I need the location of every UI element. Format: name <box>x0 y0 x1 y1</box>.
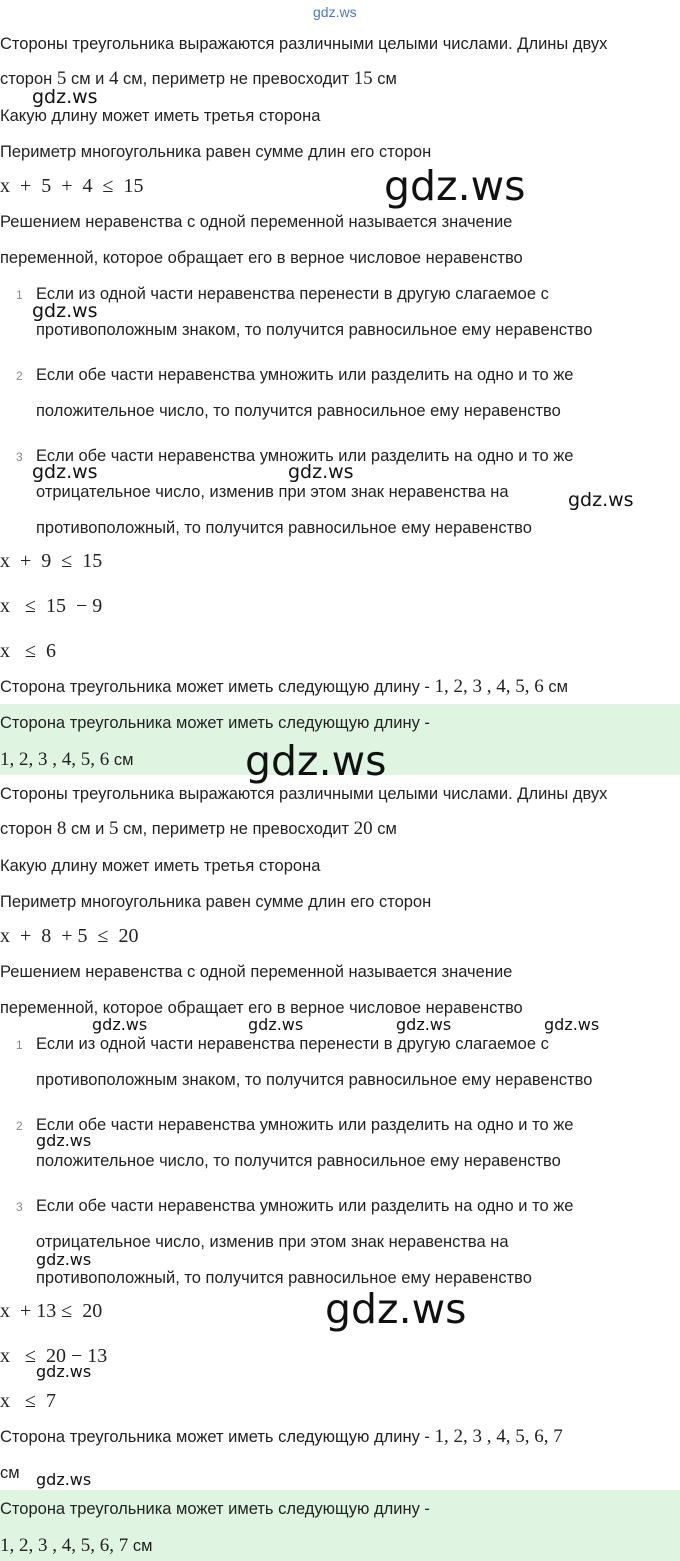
definition-line-1: Решением неравенства с одной переменной называется значение <box>0 963 513 981</box>
rule-3-line-3: противоположный, то получится равносильное ему неравенство <box>36 1269 532 1287</box>
question-line: Какую длину может иметь третья сторона <box>0 107 321 125</box>
inequality-4: x ≤ 7 <box>0 1390 56 1412</box>
rule-number-3: 3 <box>16 450 23 464</box>
rule-1-line-1: Если из одной части неравенства перенести в другую слагаемое с <box>36 285 549 303</box>
rule-1-line-2: противоположным знаком, то получится равносильное ему неравенство <box>36 321 593 339</box>
inequality-2: x + 9 ≤ 15 <box>0 550 103 572</box>
answer-values: 1, 2, 3 , 4, 5, 6, 7 <box>434 1426 563 1447</box>
watermark: gdz.ws <box>325 1285 467 1333</box>
side-value-2: 5 <box>108 818 119 839</box>
definition-line-2: переменной, которое обращает его в верное числовое неравенство <box>0 999 523 1017</box>
perimeter-rule: Периметр многоугольника равен сумме длин его сторон <box>0 893 432 911</box>
definition-line-1: Решением неравенства с одной переменной называется значение <box>0 213 513 231</box>
problem-statement-line-2: сторон 5 см и 4 см, периметр не превосходит 15 см <box>0 68 397 89</box>
watermark: gdz.ws <box>32 461 98 483</box>
watermark: gdz.ws <box>248 1015 304 1034</box>
watermark: gdz.ws <box>384 162 526 210</box>
perimeter-limit: 15 <box>353 68 373 89</box>
answer-box-values: 1, 2, 3 , 4, 5, 6, 7 см <box>0 1535 153 1556</box>
question-line: Какую длину может иметь третья сторона <box>0 857 321 875</box>
perimeter-limit: 20 <box>353 818 373 839</box>
rule-2-line-1: Если обе части неравенства умножить или разделить на одно и то же <box>36 1116 574 1134</box>
rule-number-1: 1 <box>16 288 23 302</box>
rule-3-line-3: противоположный, то получится равносильное ему неравенство <box>36 519 532 537</box>
inequality-1: x + 8 + 5 ≤ 20 <box>0 925 139 947</box>
watermark: gdz.ws <box>36 1362 92 1381</box>
inequality-1: x + 5 + 4 ≤ 15 <box>0 175 144 197</box>
watermark: gdz.ws <box>36 1250 92 1269</box>
inequality-4: x ≤ 6 <box>0 640 56 662</box>
watermark: gdz.ws <box>92 1015 148 1034</box>
rule-3-line-1: Если обе части неравенства умножить или разделить на одно и то же <box>36 447 574 465</box>
rule-2-line-2: положительное число, то получится равносильное ему неравенство <box>36 1152 561 1170</box>
problem-statement-line-1: Стороны треугольника выражаются различными целыми числами. Длины двух <box>0 35 608 53</box>
watermark: gdz.ws <box>32 300 98 322</box>
rule-number-1: 1 <box>16 1038 23 1052</box>
rule-3-line-1: Если обе части неравенства умножить или разделить на одно и то же <box>36 1197 574 1215</box>
problem-statement-line-1: Стороны треугольника выражаются различными целыми числами. Длины двух <box>0 785 608 803</box>
rule-3-line-2: отрицательное число, изменив при этом знак неравенства на <box>36 483 509 501</box>
watermark: gdz.ws <box>544 1015 600 1034</box>
rule-2-line-2: положительное число, то получится равносильное ему неравенство <box>36 402 561 420</box>
rule-3-line-2: отрицательное число, изменив при этом знак неравенства на <box>36 1233 509 1251</box>
rule-number-2: 2 <box>16 369 23 383</box>
answer-box-text: Сторона треугольника может иметь следующую длину - <box>0 714 430 732</box>
watermark: gdz.ws <box>32 86 98 108</box>
rule-number-3: 3 <box>16 1200 23 1214</box>
inequality-3: x ≤ 15 − 9 <box>0 595 103 617</box>
watermark: gdz.ws <box>36 1470 92 1489</box>
inequality-3: x ≤ 20 − 13 <box>0 1345 108 1367</box>
definition-line-2: переменной, которое обращает его в верное числовое неравенство <box>0 249 523 267</box>
watermark: gdz.ws <box>245 737 387 785</box>
watermark: gdz.ws <box>36 1131 92 1150</box>
side-value-1: 8 <box>56 818 67 839</box>
watermark: gdz.ws <box>288 461 354 483</box>
perimeter-rule: Периметр многоугольника равен сумме длин его сторон <box>0 143 432 161</box>
side-value-1: 5 <box>56 68 67 89</box>
rule-2-line-1: Если обе части неравенства умножить или разделить на одно и то же <box>36 366 574 384</box>
side-value-2: 4 <box>108 68 119 89</box>
top-watermark: gdz.ws <box>313 4 357 20</box>
answer-box <box>0 1490 680 1561</box>
inequality-2: x + 13 ≤ 20 <box>0 1300 103 1322</box>
watermark: gdz.ws <box>396 1015 452 1034</box>
watermark: gdz.ws <box>568 489 634 511</box>
rule-1-line-2: противоположным знаком, то получится равносильное ему неравенство <box>36 1071 593 1089</box>
answer-box-text: Сторона треугольника может иметь следующую длину - <box>0 1500 430 1518</box>
answer-line: Сторона треугольника может иметь следующую длину - 1, 2, 3 , 4, 5, 6 см <box>0 676 568 697</box>
rule-1-line-1: Если из одной части неравенства перенести в другую слагаемое с <box>36 1035 549 1053</box>
answer-line: Сторона треугольника может иметь следующую длину - 1, 2, 3 , 4, 5, 6, 7 <box>0 1426 563 1447</box>
answer-box-values: 1, 2, 3 , 4, 5, 6 см <box>0 749 134 770</box>
problem-statement-line-2: сторон 8 см и 5 см, периметр не превосходит 20 см <box>0 818 397 839</box>
rule-number-2: 2 <box>16 1119 23 1133</box>
answer-unit: см <box>0 1464 20 1482</box>
answer-values: 1, 2, 3 , 4, 5, 6 <box>434 676 544 697</box>
